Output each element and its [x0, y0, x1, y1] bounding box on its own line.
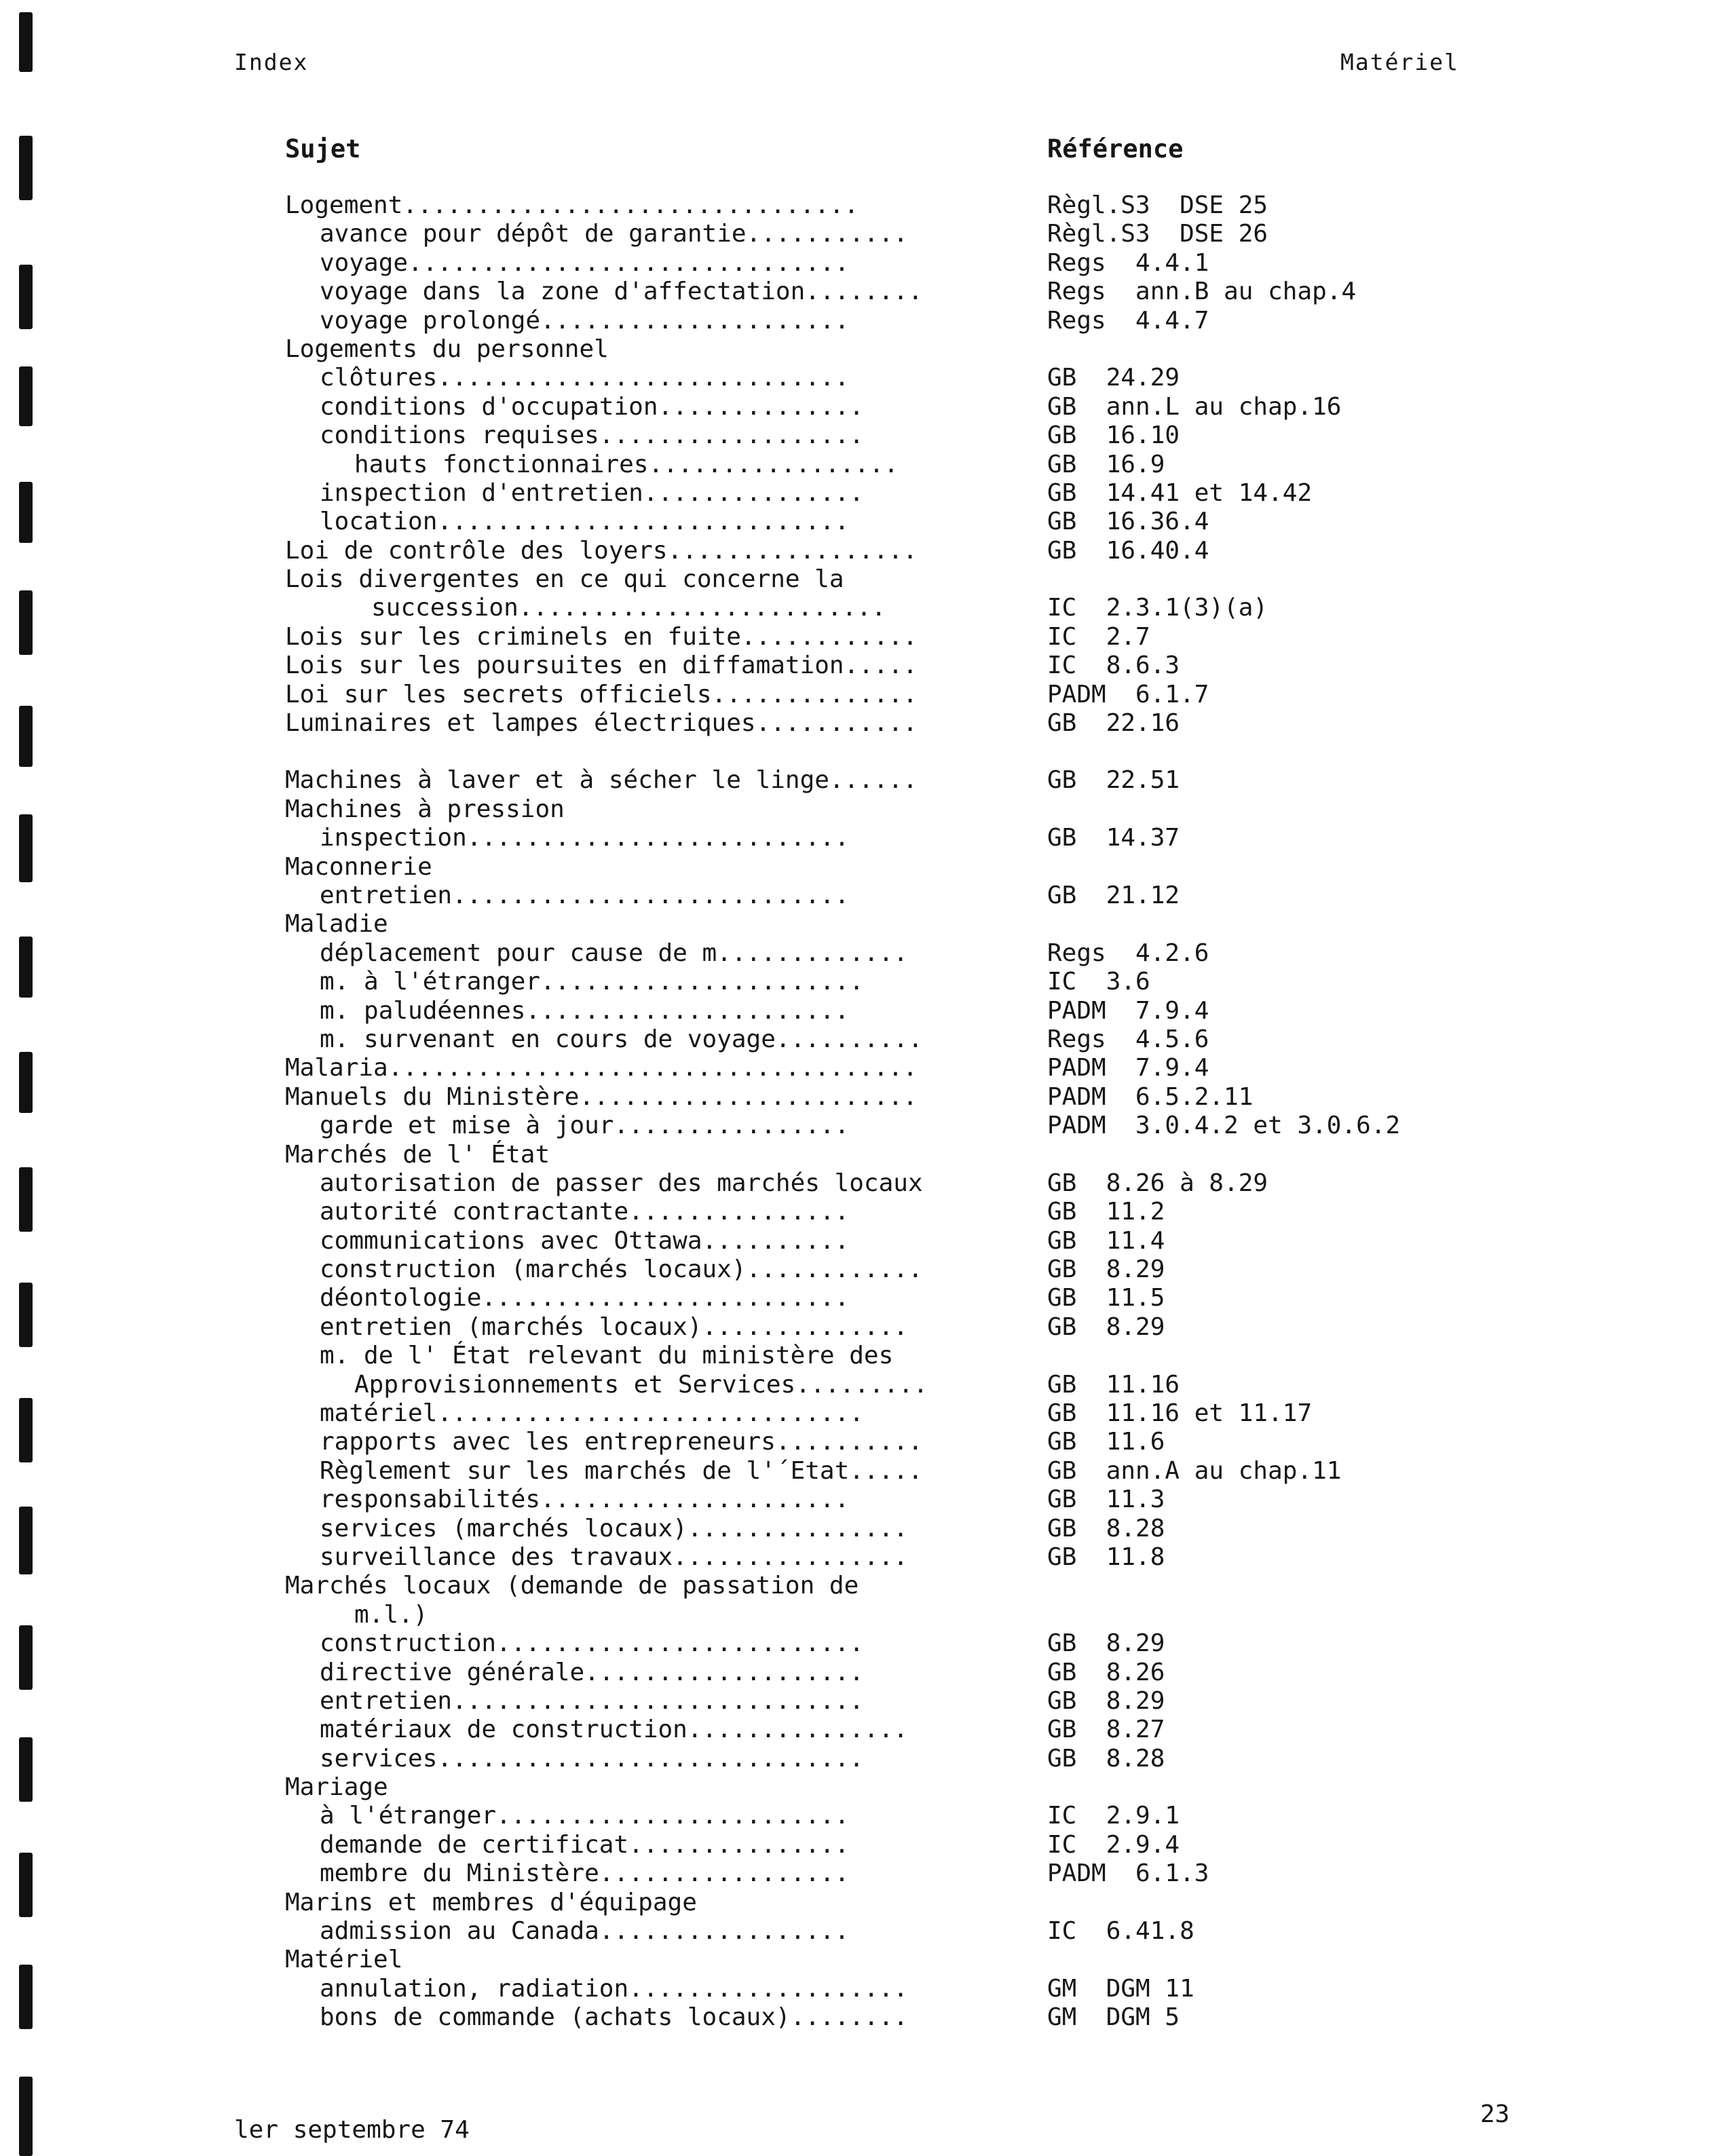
entry-subject: conditions requises.................. [320, 421, 864, 450]
entry-reference: GM DGM 11 [1047, 1974, 1194, 2003]
entry-subject: Marchés locaux (demande de passation de [285, 1572, 859, 1600]
entry-reference: GB 8.26 à 8.29 [1047, 1169, 1268, 1197]
binder-mark [19, 590, 33, 655]
entry-subject: autorisation de passer des marchés locaux [320, 1169, 923, 1197]
entry-subject: voyage.............................. [320, 248, 850, 277]
index-entry [285, 1054, 1670, 1082]
running-header-right: Matériel [1340, 49, 1459, 75]
entry-subject: matériel............................. [320, 1399, 864, 1428]
entry-subject: m. survenant en cours de voyage.......... [320, 1025, 923, 1053]
entry-subject: clôtures............................ [320, 364, 850, 392]
index-entry [285, 1227, 1670, 1255]
entry-reference: GB 16.9 [1047, 450, 1165, 478]
index-entry [285, 1831, 1670, 1859]
entry-subject: Règlement sur les marchés de l'´Etat..... [320, 1456, 923, 1485]
index-entry [285, 565, 1670, 594]
entry-subject: directive générale................... [320, 1658, 864, 1686]
entry-subject: Mariage [285, 1773, 388, 1802]
binder-mark [19, 1398, 33, 1462]
index-entry [285, 594, 1670, 622]
entry-reference: GB 16.36.4 [1047, 508, 1209, 536]
entry-reference: GB 22.51 [1047, 766, 1180, 795]
entry-reference: Regs ann.B au chap.4 [1047, 278, 1357, 306]
entry-reference: GB 24.29 [1047, 364, 1180, 392]
entry-reference: PADM 6.1.3 [1047, 1859, 1209, 1888]
entry-reference: GB 14.37 [1047, 824, 1180, 852]
entry-subject: Marchés de l' État [285, 1140, 550, 1169]
entry-reference: IC 2.3.1(3)(a) [1047, 594, 1268, 622]
index-entry [285, 766, 1670, 795]
binder-mark [19, 937, 33, 998]
binder-mark [19, 1507, 33, 1574]
index-entry [285, 968, 1670, 996]
index-entry [285, 1083, 1670, 1112]
entry-reference: GB 11.6 [1047, 1428, 1165, 1456]
entry-reference: PADM 7.9.4 [1047, 996, 1209, 1025]
index-entry [285, 1457, 1670, 1486]
entry-subject: construction (marchés locaux)............ [320, 1255, 923, 1284]
binder-mark [19, 1853, 33, 1917]
index-entry [285, 1659, 1670, 1687]
entry-subject: Loi de contrôle des loyers................. [285, 536, 918, 565]
entry-reference: GM DGM 5 [1047, 2003, 1180, 2032]
index-entry [285, 278, 1670, 306]
entry-subject: demande de certificat............... [320, 1830, 850, 1859]
index-entry [285, 997, 1670, 1025]
index-entry [285, 651, 1670, 680]
entry-reference: GB 16.40.4 [1047, 536, 1209, 565]
index-entry [285, 508, 1670, 536]
index-entry [285, 393, 1670, 421]
index-entry [285, 364, 1670, 392]
binder-mark [19, 1625, 33, 1690]
index-entry [285, 1917, 1670, 1946]
footer-date: ler septembre 74 [234, 2116, 470, 2144]
index-list [285, 191, 1670, 2032]
entry-subject: bons de commande (achats locaux)........ [320, 2003, 908, 2032]
entry-reference: Règl.S3 DSE 25 [1047, 191, 1268, 219]
index-entry [285, 1198, 1670, 1226]
entry-subject: Marins et membres d'équipage [285, 1888, 697, 1916]
index-entry [285, 795, 1670, 824]
entry-subject: Machines à laver et à sécher le linge...... [285, 766, 918, 795]
index-entry [285, 1802, 1670, 1830]
binder-mark [19, 2077, 33, 2156]
index-entry [285, 709, 1670, 738]
entry-reference: GB 8.28 [1047, 1514, 1165, 1543]
binder-mark [19, 814, 33, 882]
index-entry [285, 882, 1670, 910]
entry-reference: Regs 4.4.7 [1047, 306, 1209, 335]
entry-reference: PADM 7.9.4 [1047, 1054, 1209, 1082]
index-entry [285, 824, 1670, 852]
entry-subject: admission au Canada................. [320, 1917, 850, 1946]
entry-subject: services............................. [320, 1744, 864, 1773]
entry-subject: matériaux de construction............... [320, 1716, 908, 1744]
index-entry [285, 537, 1670, 565]
index-entry [285, 191, 1670, 220]
index-entry [285, 939, 1670, 968]
entry-reference: GB 8.27 [1047, 1716, 1165, 1744]
entry-subject: inspection.......................... [320, 824, 850, 852]
index-entry [285, 1859, 1670, 1888]
entry-subject: m. de l' État relevant du ministère des [320, 1342, 894, 1370]
entry-reference: IC 2.9.4 [1047, 1830, 1180, 1859]
entry-reference: GB 11.4 [1047, 1226, 1165, 1255]
entry-subject: responsabilités..................... [320, 1486, 850, 1514]
index-entry [285, 910, 1670, 939]
entry-subject: Lois divergentes en ce qui concerne la [285, 565, 844, 594]
entry-reference: PADM 6.5.2.11 [1047, 1082, 1254, 1111]
index-entry [285, 1515, 1670, 1543]
index-entry [285, 1486, 1670, 1514]
entry-subject: m. à l'étranger...................... [320, 968, 864, 996]
index-entry [285, 1255, 1670, 1284]
index-entry [285, 853, 1670, 882]
index-entry [285, 1946, 1670, 1974]
entry-reference: GB 14.41 et 14.42 [1047, 478, 1313, 507]
entry-subject: rapports avec les entrepreneurs.......... [320, 1428, 923, 1456]
index-entry [285, 1716, 1670, 1744]
entry-reference: PADM 3.0.4.2 et 3.0.6.2 [1047, 1112, 1401, 1140]
index-entry [285, 1025, 1670, 1054]
binder-mark [19, 366, 33, 426]
index-entry [285, 249, 1670, 278]
index-entry [285, 681, 1670, 709]
index-entry [285, 1601, 1670, 1629]
binder-mark [19, 1283, 33, 1347]
column-header-reference: Référence [1047, 134, 1184, 164]
index-entry [285, 421, 1670, 450]
entry-subject: Loi sur les secrets officiels.............. [285, 680, 918, 708]
entry-reference: IC 6.41.8 [1047, 1917, 1194, 1946]
entry-reference: PADM 6.1.7 [1047, 680, 1209, 708]
entry-reference: GB 11.16 [1047, 1370, 1180, 1399]
entry-reference: GB 16.10 [1047, 421, 1180, 450]
index-entry [285, 335, 1670, 364]
running-header-left: Index [234, 49, 309, 75]
index-entry [285, 220, 1670, 248]
entry-subject: membre du Ministère................. [320, 1859, 850, 1888]
entry-subject: entretien............................ [320, 1686, 864, 1715]
entry-reference: GB 11.8 [1047, 1543, 1165, 1571]
entry-reference: Regs 4.5.6 [1047, 1025, 1209, 1053]
index-entry [285, 451, 1670, 479]
index-entry [285, 1428, 1670, 1456]
index-entry [285, 1572, 1670, 1600]
column-header-subject: Sujet [285, 134, 361, 164]
entry-subject: autorité contractante............... [320, 1198, 850, 1226]
entry-subject: voyage prolongé..................... [320, 306, 850, 335]
entry-subject: services (marchés locaux)............... [320, 1514, 908, 1543]
entry-reference: IC 3.6 [1047, 968, 1150, 996]
entry-subject: Manuels du Ministère....................... [285, 1082, 918, 1111]
entry-subject: Lois sur les criminels en fuite............ [285, 622, 918, 651]
binder-mark [19, 1052, 33, 1113]
entry-reference: IC 2.7 [1047, 622, 1150, 651]
index-entry [285, 1543, 1670, 1572]
index-entry [285, 1371, 1670, 1399]
index-entry [285, 2003, 1670, 2032]
entry-reference: GB 8.29 [1047, 1629, 1165, 1658]
entry-subject: m.l.) [354, 1600, 428, 1629]
entry-subject: voyage dans la zone d'affectation........ [320, 278, 923, 306]
entry-subject: à l'étranger........................ [320, 1802, 850, 1830]
entry-subject: Logements du personnel [285, 335, 609, 363]
entry-subject: Maladie [285, 910, 388, 939]
entry-subject: Lois sur les poursuites en diffamation..... [285, 651, 918, 680]
entry-subject: Luminaires et lampes électriques........... [285, 709, 918, 738]
entry-subject: Logement............................... [285, 191, 859, 219]
entry-reference: Regs 4.4.1 [1047, 248, 1209, 277]
entry-reference: GB 8.29 [1047, 1255, 1165, 1284]
binder-mark [19, 1167, 33, 1232]
index-entry [285, 1169, 1670, 1198]
entry-subject: surveillance des travaux................ [320, 1543, 908, 1571]
entry-reference: GB 11.16 et 11.17 [1047, 1399, 1313, 1428]
entry-subject: entretien (marchés locaux).............. [320, 1312, 908, 1341]
entry-reference: GB ann.L au chap.16 [1047, 392, 1342, 421]
index-entry [285, 1745, 1670, 1773]
binder-mark [19, 12, 33, 72]
entry-reference: GB 21.12 [1047, 881, 1180, 909]
entry-subject: garde et mise à jour................ [320, 1112, 850, 1140]
entry-subject: construction......................... [320, 1629, 864, 1658]
entry-reference: GB 11.3 [1047, 1486, 1165, 1514]
index-entry [285, 1629, 1670, 1658]
binder-mark [19, 1737, 33, 1802]
index-entry [285, 1773, 1670, 1802]
entry-subject: annulation, radiation................... [320, 1974, 908, 2003]
entry-subject: m. paludéennes...................... [320, 996, 850, 1025]
entry-subject: hauts fonctionnaires................. [354, 450, 899, 478]
entry-subject: avance pour dépôt de garantie........... [320, 220, 908, 248]
binder-mark [19, 265, 33, 329]
entry-reference: GB 8.29 [1047, 1312, 1165, 1341]
index-entry [285, 1313, 1670, 1342]
entry-subject: conditions d'occupation.............. [320, 392, 864, 421]
entry-subject: communications avec Ottawa.......... [320, 1226, 850, 1255]
entry-subject: déplacement pour cause de m............. [320, 939, 908, 967]
entry-reference: GB 11.5 [1047, 1284, 1165, 1312]
binder-mark [19, 1965, 33, 2029]
index-entry [285, 1141, 1670, 1169]
entry-subject: Machines à pression [285, 795, 565, 823]
entry-reference: IC 8.6.3 [1047, 651, 1180, 680]
entry-reference: GB 11.2 [1047, 1198, 1165, 1226]
index-entry [285, 1284, 1670, 1312]
entry-reference: IC 2.9.1 [1047, 1802, 1180, 1830]
index-entry [285, 1112, 1670, 1140]
entry-reference: Règl.S3 DSE 26 [1047, 220, 1268, 248]
index-entry [285, 623, 1670, 651]
entry-subject: Maconnerie [285, 852, 432, 881]
index-entry [285, 1975, 1670, 2003]
index-entry [285, 1687, 1670, 1716]
binder-mark [19, 136, 33, 200]
entry-reference: GB 8.28 [1047, 1744, 1165, 1773]
index-entry [285, 1342, 1670, 1370]
entry-reference: Regs 4.2.6 [1047, 939, 1209, 967]
entry-subject: location............................ [320, 508, 850, 536]
entry-subject: succession......................... [371, 594, 886, 622]
entry-reference: GB 8.29 [1047, 1686, 1165, 1715]
entry-reference: GB 22.16 [1047, 709, 1180, 738]
index-entry [285, 1889, 1670, 1917]
index-entry [285, 1399, 1670, 1428]
entry-reference: GB ann.A au chap.11 [1047, 1456, 1342, 1485]
index-entry [285, 479, 1670, 508]
entry-subject: inspection d'entretien............... [320, 478, 864, 507]
entry-subject: Malaria.................................... [285, 1054, 918, 1082]
entry-reference: GB 8.26 [1047, 1658, 1165, 1686]
entry-subject: Matériel [285, 1946, 403, 1974]
entry-subject: Approvisionnements et Services......... [354, 1370, 928, 1399]
page-number: 23 [1480, 2100, 1510, 2128]
index-entry [285, 307, 1670, 335]
entry-subject: déontologie......................... [320, 1284, 850, 1312]
entry-subject: entretien........................... [320, 881, 850, 909]
binder-mark [19, 706, 33, 767]
binder-mark [19, 482, 33, 543]
